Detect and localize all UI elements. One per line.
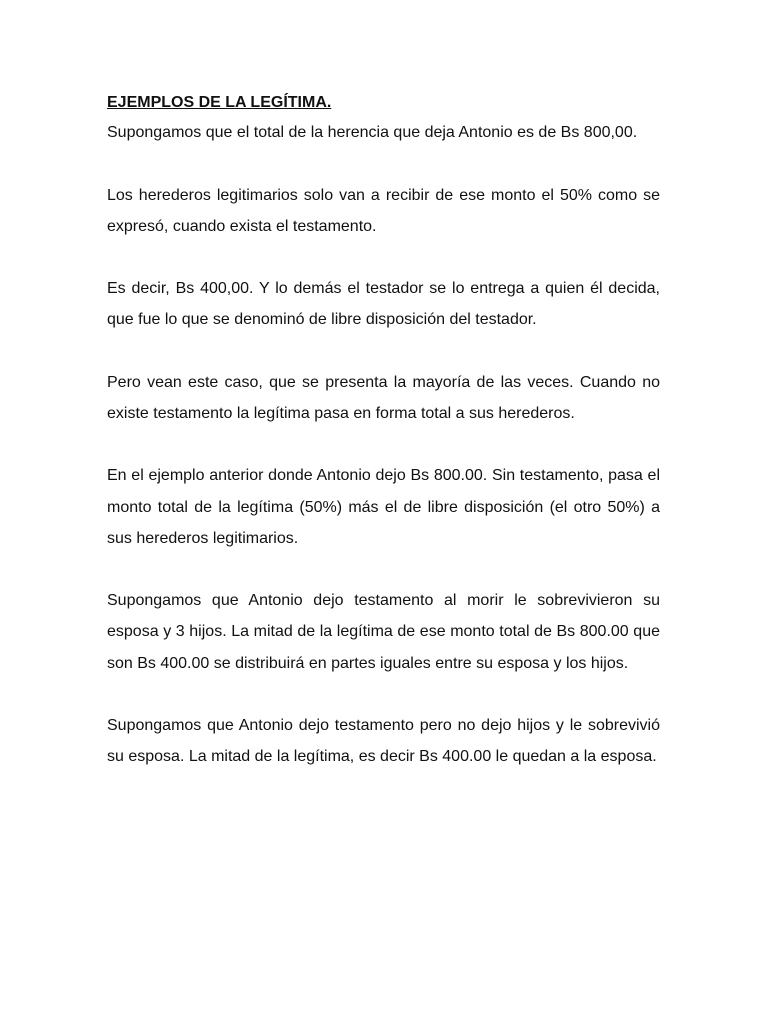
paragraph-5: En el ejemplo anterior donde Antonio dejo Bs 800.00. Sin testamento, pasa el monto total de la legítima (50%) más el de libre disposición (el otro 50%) a sus herederos legitimarios. [107, 467, 660, 547]
paragraph-1: Supongamos que el total de la herencia que deja Antonio es de Bs 800,00. [107, 124, 638, 141]
document-heading: EJEMPLOS DE LA LEGÍTIMA. [107, 94, 332, 111]
paragraph-7: Supongamos que Antonio dejo testamento pero no dejo hijos y le sobrevivió su esposa. La mitad de la legítima, es decir Bs 400.00 le quedan a la esposa. [107, 717, 660, 766]
paragraph-3: Es decir, Bs 400,00. Y lo demás el testador se lo entrega a quien él decida, que fue lo que se denominó de libre disposición del testador. [107, 280, 660, 329]
paragraph-2: Los herederos legitimarios solo van a recibir de ese monto el 50% como se expresó, cuando exista el testamento. [107, 186, 660, 235]
paragraph-6: Supongamos que Antonio dejo testamento al morir le sobrevivieron su esposa y 3 hijos. La mitad de la legítima de ese monto total de Bs 800.00 que son Bs 400.00 se distribuirá en partes iguales entre su esposa y los hijos. [107, 592, 660, 672]
document-page [107, 91, 660, 804]
paragraph-4: Pero vean este caso, que se presenta la mayoría de las veces. Cuando no existe testamento la legítima pasa en forma total a sus herederos. [107, 373, 660, 422]
